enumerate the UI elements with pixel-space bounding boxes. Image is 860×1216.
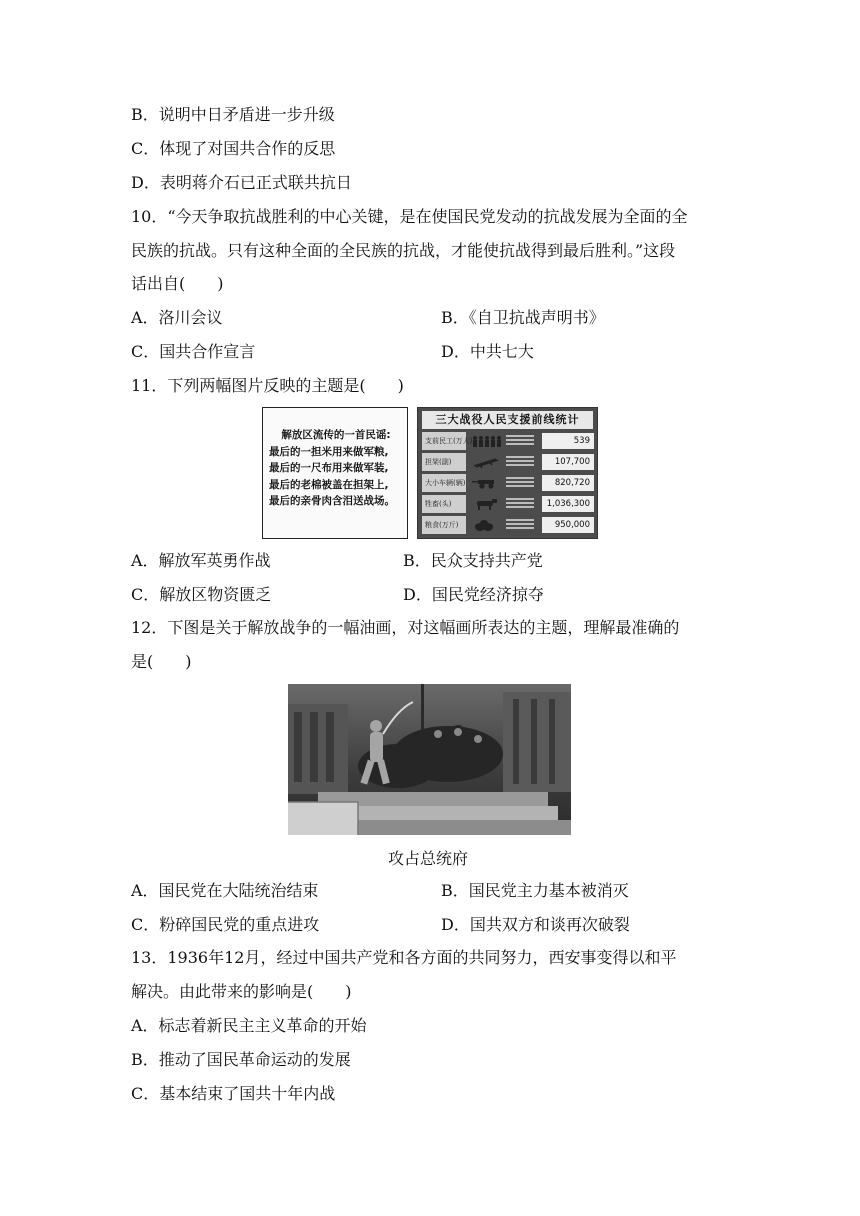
q11-option-d: D．国民党经济掠夺 bbox=[403, 585, 544, 604]
support-statistics-image bbox=[417, 407, 598, 539]
q12-option-a: A．国民党在大陆统治结束 bbox=[131, 881, 319, 900]
rhyme-title: 解放区流传的一首民谣: bbox=[281, 429, 391, 441]
rhyme-line-4: 最后的亲骨肉含泪送战场。 bbox=[269, 495, 395, 507]
q12-option-b: B．国民党主力基本被消灭 bbox=[441, 881, 629, 900]
stats-title: 三大战役人民支援前线统计 bbox=[422, 411, 593, 429]
stats-row-label: 支前民工(万人) bbox=[422, 432, 466, 450]
q13-option-b: B．推动了国民革命运动的发展 bbox=[131, 1050, 351, 1069]
folk-rhyme-image bbox=[262, 407, 408, 539]
stretcher-icon bbox=[470, 456, 502, 468]
rhyme-line-2: 最后的一尺布用来做军装, bbox=[269, 462, 389, 474]
stats-breakdown-lines bbox=[506, 519, 538, 531]
cart-icon bbox=[470, 477, 502, 489]
stats-row-value: 107,700 bbox=[542, 454, 594, 470]
q9-option-b: B．说明中日矛盾进一步升级 bbox=[131, 105, 335, 124]
stats-row bbox=[422, 474, 595, 492]
q9-option-c: C．体现了对国共合作的反思 bbox=[131, 139, 336, 158]
stats-breakdown-lines bbox=[506, 498, 538, 510]
q11-option-b: B．民众支持共产党 bbox=[403, 551, 543, 570]
militia-crowd-icon bbox=[470, 435, 502, 447]
stats-row-label: 粮食(万斤) bbox=[422, 516, 466, 534]
q10-stem-line-3: 话出自( ) bbox=[131, 274, 224, 293]
grain-sacks-icon bbox=[470, 519, 502, 531]
stats-row bbox=[422, 453, 595, 471]
q11-option-c: C．解放区物资匮乏 bbox=[131, 585, 272, 604]
q10-option-c: C．国共合作宣言 bbox=[131, 342, 256, 361]
q11-stem: 11．下列两幅图片反映的主题是( ) bbox=[131, 376, 404, 395]
q10-option-d: D．中共七大 bbox=[441, 342, 534, 361]
q10-stem-line-1: 10．“今天争取抗战胜利的中心关键，是在使国民党发动的抗战发展为全面的全 bbox=[131, 207, 688, 226]
stats-row bbox=[422, 432, 595, 450]
rhyme-line-3: 最后的老棉被盖在担架上, bbox=[269, 478, 389, 491]
painting-artwork bbox=[288, 684, 571, 835]
rhyme-line-1: 最后的一担米用来做军粮, bbox=[269, 445, 389, 458]
q12-stem-line-2: 是( ) bbox=[131, 652, 192, 671]
stats-breakdown-lines bbox=[506, 477, 538, 489]
q13-stem-line-1: 13．1936年12月，经过中国共产党和各方面的共同努力，西安事变得以和平 bbox=[131, 948, 677, 967]
q11-option-a: A．解放军英勇作战 bbox=[131, 551, 271, 570]
q10-option-a: A．洛川会议 bbox=[131, 308, 223, 327]
stats-row-label: 担架(副) bbox=[422, 453, 466, 471]
q12-option-c: C．粉碎国民党的重点进攻 bbox=[131, 915, 320, 934]
stats-row bbox=[422, 495, 595, 513]
stats-breakdown-lines bbox=[506, 435, 538, 447]
stats-row-label: 牲畜(头) bbox=[422, 495, 466, 513]
q10-option-b: B．《自卫抗战声明书》 bbox=[441, 308, 605, 327]
stats-row-label: 大小车辆(辆) bbox=[422, 474, 466, 492]
q13-option-a: A．标志着新民主主义革命的开始 bbox=[131, 1016, 367, 1035]
q12-stem-line-1: 12．下图是关于解放战争的一幅油画，对这幅画所表达的主题，理解最准确的 bbox=[131, 618, 680, 637]
stats-breakdown-lines bbox=[506, 456, 538, 468]
stats-row bbox=[422, 516, 595, 534]
q13-option-c: C．基本结束了国共十年内战 bbox=[131, 1084, 336, 1103]
q12-option-d: D．国共双方和谈再次破裂 bbox=[441, 915, 630, 934]
oil-painting-image bbox=[288, 684, 571, 835]
q9-option-d: D．表明蒋介石已正式联共抗日 bbox=[131, 173, 352, 192]
q10-stem-line-2: 民族的抗战。只有这种全面的全民族的抗战，才能使抗战得到最后胜利。”这段 bbox=[131, 241, 676, 260]
q13-stem-line-2: 解决。由此带来的影响是( ) bbox=[131, 982, 352, 1001]
stats-row-value: 820,720 bbox=[542, 475, 594, 491]
stats-row-value: 950,000 bbox=[542, 517, 594, 533]
livestock-icon bbox=[470, 498, 502, 510]
painting-caption: 攻占总统府 bbox=[388, 849, 469, 868]
stats-row-value: 539 bbox=[542, 433, 594, 449]
stats-row-value: 1,036,300 bbox=[542, 496, 594, 512]
